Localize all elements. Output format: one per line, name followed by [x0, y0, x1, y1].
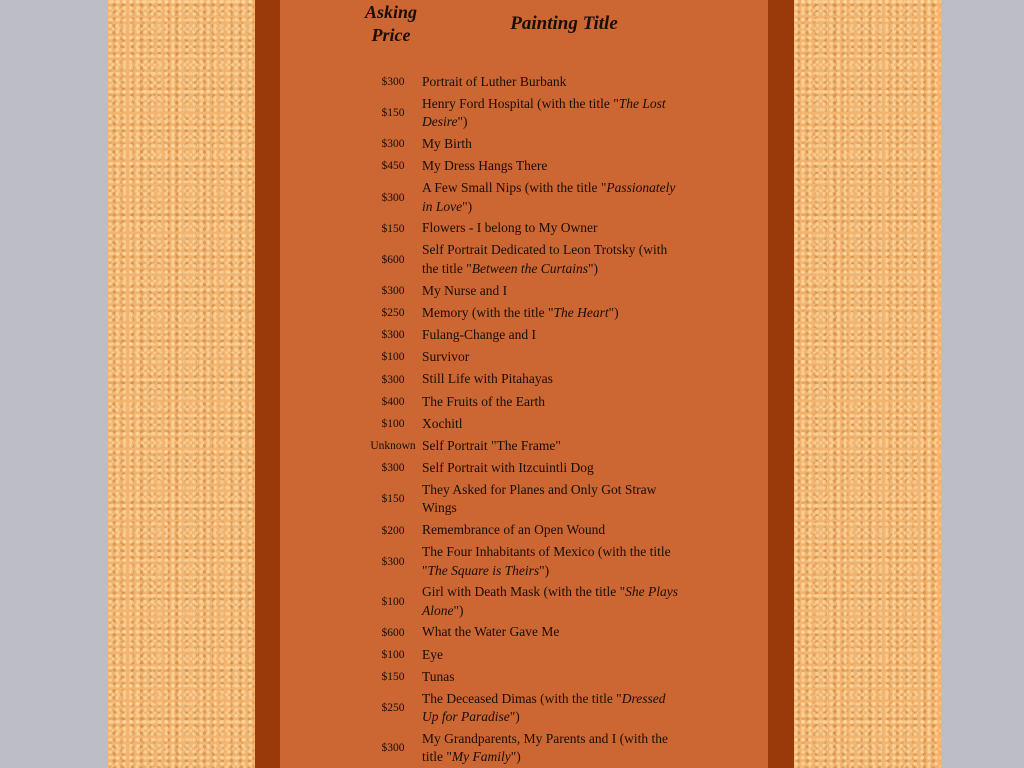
painting-title-text: Xochitl	[422, 415, 463, 431]
painting-title-text: Remembrance of an Open Wound	[422, 522, 606, 538]
table-row	[364, 178, 684, 218]
table-row	[364, 93, 684, 133]
painting-title-text: A Few Small Nips (with the title "	[422, 180, 607, 196]
painting-title-text: Memory (with the title "	[422, 304, 554, 320]
painting-title-cell	[422, 346, 684, 368]
table-row	[364, 479, 684, 519]
asking-price-cell: $150	[381, 222, 405, 235]
table-row	[364, 133, 684, 155]
painting-title-text: The Four Inhabitants of Mexico (with the title "	[422, 544, 671, 578]
alternate-title-close: ")	[510, 749, 521, 765]
asking-price-cell: $300	[381, 462, 405, 475]
alternate-title-text: The Square is Theirs	[427, 562, 540, 578]
table-row	[364, 582, 684, 622]
alternate-title-close: ")	[539, 562, 550, 578]
alternate-title-text: The Heart	[553, 304, 609, 320]
painting-title-text: The Deceased Dimas (with the title "	[422, 690, 622, 706]
asking-price-cell: $450	[381, 160, 405, 173]
table-row	[364, 622, 684, 644]
table-row	[364, 413, 684, 435]
table-row	[364, 519, 684, 541]
painting-title-cell	[422, 688, 684, 728]
asking-price-cell: $100	[381, 417, 405, 430]
asking-price-cell: $100	[381, 351, 405, 364]
asking-price-cell: $300	[381, 76, 405, 89]
asking-price-cell: $400	[381, 395, 405, 408]
alternate-title-close: ")	[587, 260, 598, 276]
painting-title-text: My Grandparents, My Parents and I (with the title "	[422, 730, 668, 765]
asking-price-cell: $100	[381, 595, 405, 608]
painting-title-cell	[422, 155, 684, 177]
alternate-title-close: ")	[453, 602, 464, 618]
painting-title-cell	[422, 133, 684, 155]
alternate-title-text: Dressed Up for Paradise	[422, 690, 666, 725]
alternate-title-text: The Lost Desire	[422, 95, 666, 130]
table-row	[364, 346, 684, 368]
painting-title-text: Portrait of Luther Burbank	[422, 73, 567, 89]
painting-title-cell	[422, 324, 684, 346]
table-row	[364, 369, 684, 391]
table-row	[364, 71, 684, 93]
asking-price-header	[360, 1, 422, 47]
table-row	[364, 391, 684, 413]
painting-title-text: Fulang-Change and I	[422, 326, 536, 342]
painting-title-text: The Fruits of the Earth	[422, 393, 545, 409]
table-row	[364, 218, 684, 240]
alternate-title-close: ")	[608, 304, 619, 320]
painting-title-text: Self Portrait Dedicated to Leon Trotsky (with the title "	[422, 242, 668, 276]
painting-title-text: Self Portrait "The Frame"	[422, 437, 561, 453]
painting-title-cell	[422, 280, 684, 302]
asking-price-cell: $150	[381, 671, 405, 684]
asking-price-cell: $250	[381, 307, 405, 320]
painting-title-text: Flowers - I belong to My Owner	[422, 220, 598, 236]
painting-title-cell	[422, 413, 684, 435]
painting-title-text: Tunas	[422, 668, 455, 684]
table-row	[364, 302, 684, 324]
painting-title-cell	[422, 435, 684, 457]
asking-price-cell: $300	[381, 373, 405, 386]
painting-title-cell	[422, 302, 684, 324]
alternate-title-text: Between the Curtains	[471, 260, 588, 276]
table-row	[364, 542, 684, 582]
table-row	[364, 666, 684, 688]
asking-price-header-line1: Asking	[364, 2, 418, 22]
painting-title-cell	[422, 622, 684, 644]
asking-price-cell: $600	[381, 253, 405, 266]
asking-price-cell: $150	[381, 107, 405, 120]
painting-title-cell	[422, 582, 684, 622]
table-row	[364, 280, 684, 302]
asking-price-cell: $150	[381, 493, 405, 506]
painting-title-text: My Dress Hangs There	[422, 158, 548, 174]
asking-price-cell: $100	[381, 648, 405, 661]
asking-price-cell: $300	[381, 555, 405, 568]
painting-title-cell	[422, 93, 684, 133]
paintings-table-body	[364, 71, 684, 768]
painting-title-text: Survivor	[422, 349, 470, 365]
asking-price-cell: $300	[381, 191, 405, 204]
asking-price-cell: $600	[381, 626, 405, 639]
alternate-title-text: She Plays Alone	[422, 584, 678, 618]
painting-title-text: My Nurse and I	[422, 282, 508, 298]
painting-title-text: Girl with Death Mask (with the title "	[422, 584, 626, 600]
alternate-title-close: ")	[457, 114, 468, 130]
alternate-title-text: My Family	[451, 749, 511, 765]
alternate-title-text: Passionately in Love	[422, 180, 676, 214]
painting-title-cell	[422, 218, 684, 240]
table-row	[364, 688, 684, 728]
painting-title-cell	[422, 728, 684, 768]
table-row	[364, 435, 684, 457]
painting-title-header: Painting Title	[510, 13, 618, 34]
asking-price-cell: $300	[381, 329, 405, 342]
asking-price-cell: Unknown	[370, 440, 416, 453]
table-row	[364, 155, 684, 177]
painting-title-cell	[422, 240, 684, 280]
painting-title-text: Henry Ford Hospital (with the title "	[422, 95, 619, 111]
content-panel	[280, 0, 768, 768]
asking-price-header-line2: Price	[371, 25, 411, 45]
painting-title-cell	[422, 519, 684, 541]
painting-title-cell	[422, 369, 684, 391]
table-row	[364, 240, 684, 280]
asking-price-cell: $250	[381, 702, 405, 715]
alternate-title-close: ")	[462, 198, 473, 214]
asking-price-cell: $300	[381, 284, 405, 297]
paintings-price-table	[364, 71, 684, 768]
table-row	[364, 324, 684, 346]
table-row	[364, 457, 684, 479]
painting-title-text: Still Life with Pitahayas	[422, 371, 553, 387]
painting-title-text: My Birth	[422, 136, 472, 152]
painting-title-cell	[422, 666, 684, 688]
asking-price-cell: $300	[381, 138, 405, 151]
painting-title-cell	[422, 457, 684, 479]
alternate-title-close: ")	[509, 709, 520, 725]
painting-title-cell	[422, 71, 684, 93]
table-row	[364, 728, 684, 768]
asking-price-cell: $300	[381, 742, 405, 755]
table-row	[364, 644, 684, 666]
painting-title-cell	[422, 391, 684, 413]
painting-title-cell	[422, 178, 684, 218]
painting-title-cell	[422, 479, 684, 519]
painting-title-text: Eye	[422, 646, 443, 662]
painting-title-text: They Asked for Planes and Only Got Straw Wings	[422, 481, 657, 516]
painting-title-text: Self Portrait with Itzcuintli Dog	[422, 460, 594, 476]
painting-title-cell	[422, 542, 684, 582]
painting-title-text: What the Water Gave Me	[422, 624, 560, 640]
painting-title-cell	[422, 644, 684, 666]
asking-price-cell: $200	[381, 524, 405, 537]
